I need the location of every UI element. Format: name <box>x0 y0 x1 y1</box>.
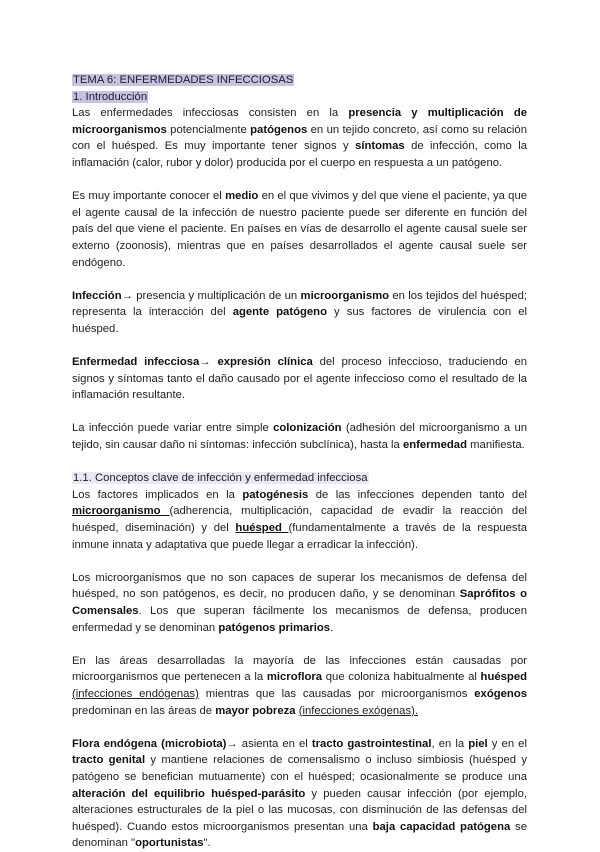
intro-paragraph-5: La infección puede variar entre simple colonización (adhesión del microorganismo a un tejido, sin causar daño ni síntomas: infección subclínica), hasta la enfermedad manifiesta. <box>72 422 528 452</box>
section-heading: 1.1. Conceptos clave de infección y enfermedad infecciosa <box>73 472 368 485</box>
section-paragraph-3: En las áreas desarrolladas la mayoría de las infecciones están causadas por microorganismos que pertenecen a la microflora que coloniza habitualmente al huésped (infecciones endógenas) mientras que las causadas por microorganismos exógenos predominan en las áreas de mayor pobreza (infecciones exógenas). <box>72 654 527 717</box>
intro-paragraph-2: Es muy importante conocer el medio en el que vivimos y del que viene el paciente, ya que el agente causal de la infección de nuestro paciente puede ser diferente en función del país del que viene el paciente. En países en vías de desarrollo el agente causal suele ser externo (zoonosis), mientras que en países desarrollados el agente causal suele ser endógeno. <box>72 190 528 269</box>
document-page <box>72 72 527 852</box>
flora-endogena-paragraph: Flora endógena (microbiota)→ asienta en el tracto gastrointestinal, en la piel y en el tracto genital y mantiene relaciones de comensalismo o incluso simbiosis (huésped y patógeno se benefician mutuamente) con el huésped; ocasionalmente se produce una alteración del equilibrio huésped-parásito y pueden causar infección (por ejemplo, alteraciones estructurales de la piel o las mucosas, con disminución de las defensas del huésped). Cuando estos microorganismos presentan una baja capacidad patógena se denominan "oportunistas". <box>72 737 528 850</box>
infeccion-definition: Infección→ presencia y multiplicación de un microorganismo en los tejidos del huésped; representa la interacción del agente patógeno y sus factores de virulencia con el huésped. <box>72 289 527 335</box>
section-paragraph-1: Los factores implicados en la patogénesis de las infecciones dependen tanto del microorganismo (adherencia, multiplicación, capacidad de evadir la reacción del huésped, diseminación) y del huésped (fundamentalmente a través de la respuesta inmune innata y adaptativa que puede llegar a erradicar la infección). <box>72 488 528 551</box>
intro-heading-line <box>72 89 527 106</box>
section-paragraph-2: Los microorganismos que no son capaces de superar los mecanismos de defensa del huésped, no son patógenos, es decir, no producen daño, y se denominan Saprófitos o Comensales. Los que superan fácilmente los mecanismos de defensa, producen enfermedad y se denominan patógenos primarios. <box>72 571 527 634</box>
intro-paragraph-1: Las enfermedades infecciosas consisten en la presencia y multiplicación de microorganismos potencialmente patógenos en un tejido concreto, así como su relación con el huésped. Es muy importante tener signos y síntomas de infección, como la inflamación (calor, rubor y dolor) producida por el cuerpo en respuesta a un patógeno. <box>72 107 527 169</box>
intro-heading: 1. Introducción <box>73 90 148 103</box>
document-title: TEMA 6: ENFERMEDADES INFECCIOSAS <box>73 74 294 86</box>
title-line <box>72 72 527 89</box>
section-heading-line <box>72 470 527 487</box>
enfermedad-infecciosa-definition: Enfermedad infecciosa→ expresión clínica del proceso infeccioso, traduciendo en signos y síntomas tanto el daño causado por el agente infeccioso como el resultado de la inflamación resultante. <box>72 356 528 402</box>
